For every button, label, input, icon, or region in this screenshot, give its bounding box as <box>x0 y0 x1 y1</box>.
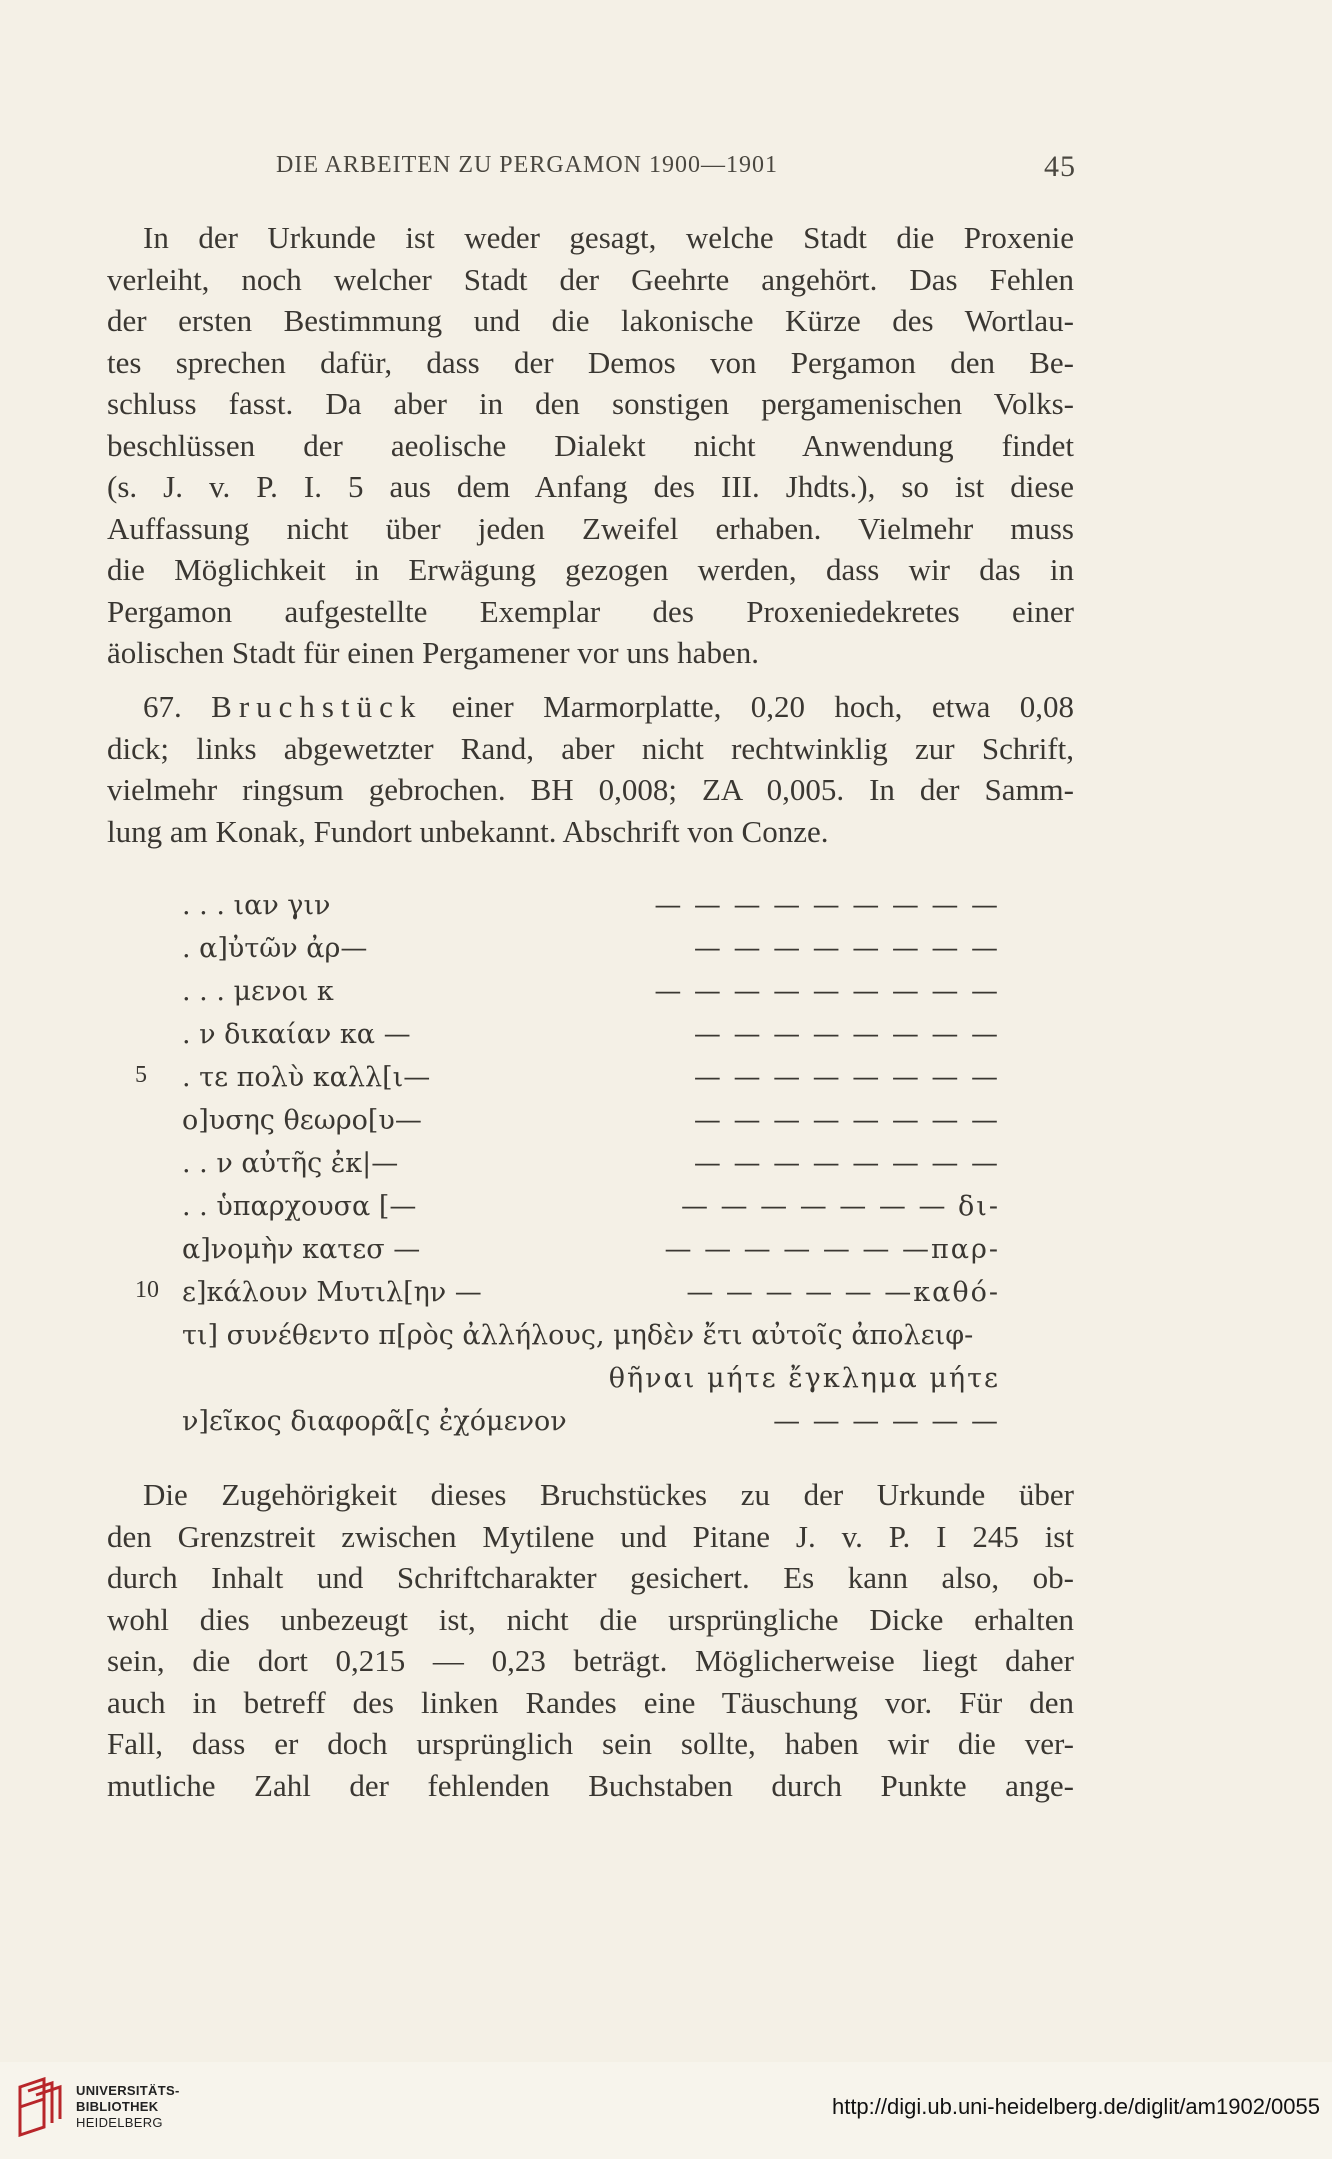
inscription-gap: — — — — — — — δι- <box>680 1191 1000 1222</box>
text-line: dick; links abgewetzter Rand, aber nicht rechtwinklig zur Schrift, <box>107 730 1074 766</box>
page-number: 45 <box>1044 150 1076 183</box>
inscription-gap: — — — — — — — — <box>693 933 1000 964</box>
text-line: tes sprechen dafür, dass der Demos von Pergamon den Be- <box>107 344 1074 380</box>
text-line: äolischen Stadt für einen Pergamener vor uns haben. <box>107 635 759 670</box>
inscription-text: ε]κάλουν Μυτιλ[ην — <box>182 1277 482 1308</box>
paragraph-proxenie <box>107 217 1074 674</box>
inscription-gap: — — — — — — — — — <box>654 976 1000 1007</box>
inscription-line <box>140 976 1000 1019</box>
line-number: 10 <box>135 1277 159 1303</box>
greek-inscription <box>135 890 1000 1449</box>
inscription-gap: — — — — — — — — <box>693 1105 1000 1136</box>
inscription-text: . ν δικαίαν κα — <box>182 1019 411 1050</box>
inscription-text: . . . μενοι κ <box>182 976 334 1007</box>
running-title: DIE ARBEITEN ZU PERGAMON 1900—1901 <box>276 152 778 178</box>
inscription-gap: — — — — — — <box>773 1406 1000 1437</box>
text-line <box>107 686 1074 728</box>
text-line: In der Urkunde ist weder gesagt, welche Stadt die Proxenie <box>143 220 1074 255</box>
inscription-line <box>140 1191 1000 1234</box>
text-line: Auffassung nicht über jeden Zweifel erhaben. Vielmehr muss <box>107 510 1074 546</box>
inscription-gap: — — — — — — — — <box>693 1148 1000 1179</box>
permalink-url[interactable]: http://digi.ub.uni-heidelberg.de/diglit/am1902/0055 <box>831 2094 1320 2119</box>
library-name-line: UNIVERSITÄTS- <box>76 2083 180 2098</box>
inscription-line <box>140 1406 1000 1449</box>
text-line: mutliche Zahl der fehlenden Buchstaben durch Punkte ange- <box>107 1767 1074 1803</box>
inscription-line <box>135 1277 1000 1320</box>
library-name-line: HEIDELBERG <box>76 2115 163 2130</box>
inscription-text: . α]ὐτῶν ἀρ— <box>182 933 368 964</box>
paragraph-fragment-67 <box>107 686 1074 852</box>
text-line: auch in betreff des linken Randes eine Täuschung vor. Für den <box>107 1684 1074 1720</box>
text-line: lung am Konak, Fundort unbekannt. Abschrift von Conze. <box>107 813 829 849</box>
text-segment: einer Marmorplatte, 0,20 hoch, etwa 0,08 <box>451 689 1075 724</box>
text-line: der ersten Bestimmung und die lakonische Kürze des Wortlau- <box>107 303 1074 338</box>
inscription-line <box>140 1105 1000 1148</box>
inscription-line <box>140 933 1000 976</box>
text-line: (s. J. v. P. I. 5 aus dem Anfang des III. Jhdts.), so ist diese <box>107 469 1074 504</box>
line-number: 5 <box>135 1062 147 1088</box>
text-line: beschlüssen der aeolische Dialekt nicht Anwendung findet <box>107 427 1074 463</box>
inscription-gap: — — — — — — — — <box>693 1062 1000 1093</box>
library-name <box>76 2083 180 2131</box>
entry-number: 67. <box>143 689 182 724</box>
text-line: Fall, dass er doch ursprünglich sein sollte, haben wir die ver- <box>107 1726 1074 1761</box>
inscription-text: τι] συνέθεντο π[ρὸς ἀλλήλους, μηδὲν ἔτι αὐτοῖς ἀπολειφ- <box>182 1320 974 1351</box>
spaced-word: Bruchstück <box>211 689 423 724</box>
text-line: verleiht, noch welcher Stadt der Geehrte angehört. Das Fehlen <box>107 261 1074 297</box>
text-line: den Grenzstreit zwischen Mytilene und Pitane J. v. P. I 245 ist <box>107 1518 1074 1554</box>
inscription-text: . . . ιαν γιν <box>182 890 331 921</box>
text-line: die Möglichkeit in Erwägung gezogen werden, dass wir das in <box>107 552 1074 587</box>
text-line: wohl dies unbezeugt ist, nicht die ursprüngliche Dicke erhalten <box>107 1601 1074 1637</box>
inscription-line <box>135 1062 1000 1105</box>
inscription-text: ν]εῖκος διαφορᾶ[ς ἐχόμενον <box>182 1406 567 1437</box>
text-line: sein, die dort 0,215 — 0,23 beträgt. Möglicherweise liegt daher <box>107 1643 1074 1678</box>
inscription-text: . τε πολὺ καλλ[ι— <box>182 1062 431 1093</box>
inscription-line <box>140 1148 1000 1191</box>
text-line: durch Inhalt und Schriftcharakter gesichert. Es kann also, ob- <box>107 1560 1074 1595</box>
text-line: vielmehr ringsum gebrochen. BH 0,008; ZA 0,005. In der Samm- <box>107 772 1074 807</box>
inscription-line <box>140 1363 1000 1406</box>
inscription-gap: — — — — — —καθό- <box>686 1277 1000 1308</box>
text-line: schluss fasst. Da aber in den sonstigen pergamenischen Volks- <box>107 386 1074 421</box>
inscription-text: . . ὑπαρχουσα [— <box>182 1191 417 1222</box>
inscription-line <box>140 1019 1000 1062</box>
inscription-text: . . ν αὐτῆς ἐκ|— <box>182 1148 399 1179</box>
text-line: Pergamon aufgestellte Exemplar des Proxeniedekretes einer <box>107 593 1074 629</box>
library-name-line: BIBLIOTHEK <box>76 2099 159 2114</box>
inscription-gap: — — — — — — — — <box>693 1019 1000 1050</box>
inscription-gap: θῆναι μήτε ἔγκλημα μήτε <box>608 1363 1000 1394</box>
inscription-text: α]νομὴν κατεσ — <box>182 1234 421 1265</box>
inscription-gap: — — — — — — —παρ- <box>664 1234 1000 1265</box>
inscription-gap: — — — — — — — — — <box>654 890 1000 921</box>
text-line: Die Zugehörigkeit dieses Bruchstückes zu der Urkunde über <box>143 1477 1074 1512</box>
library-logo-icon <box>14 2077 66 2137</box>
inscription-line <box>140 890 1000 933</box>
inscription-line <box>140 1234 1000 1277</box>
inscription-line <box>140 1320 1000 1363</box>
inscription-text: ο]υσης θεωρο[υ— <box>182 1105 422 1136</box>
paragraph-grenzstreit <box>107 1474 1074 1806</box>
